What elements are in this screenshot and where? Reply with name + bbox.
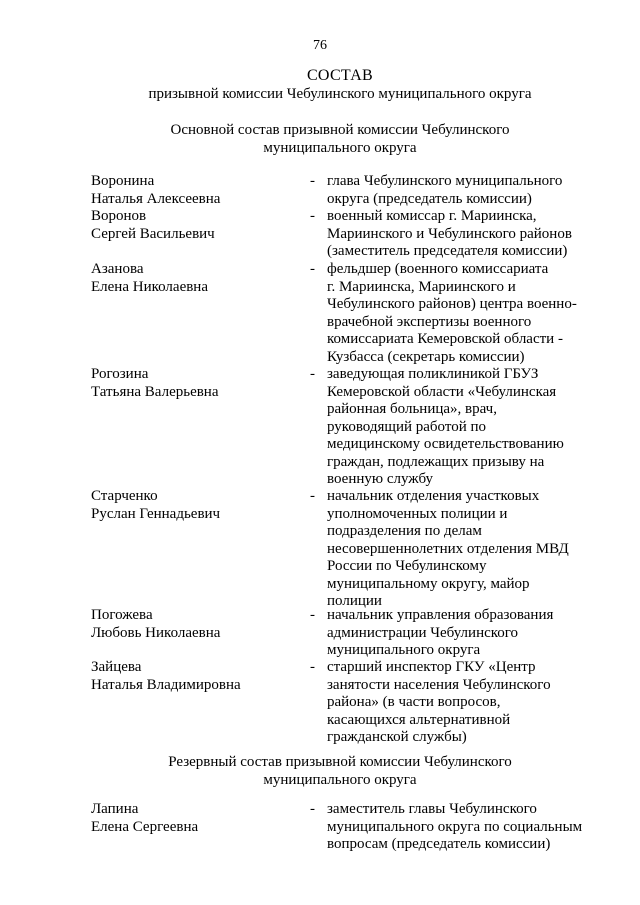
role-line: военную службу (327, 471, 434, 487)
document-title: СОСТАВ (306, 67, 374, 84)
heading-line: Основной состав призывной комиссии Чебулинского (170, 122, 510, 138)
role-line: России по Чебулинскому (327, 558, 487, 574)
main-section-heading (0, 121, 640, 157)
role-line: военный комиссар г. Мариинска, (327, 208, 537, 224)
dash-separator: - (310, 607, 315, 623)
role-line: муниципального округа (327, 642, 481, 658)
member-given-name: Сергей Васильевич (91, 225, 215, 242)
role-line: фельдшер (военного комиссариата (327, 261, 549, 277)
role-line: районная больница», врач, (327, 401, 497, 417)
member-name (91, 659, 301, 694)
page-number: 76 (313, 38, 327, 53)
role-line: Чебулинского районов) центра военно- (327, 296, 577, 312)
role-line: глава Чебулинского муниципального (327, 173, 563, 189)
role-line: касающихся альтернативной (327, 711, 511, 728)
member-role (327, 488, 597, 611)
member-surname: Лапина (91, 801, 139, 817)
member-surname: Рогозина (91, 366, 149, 382)
member-name (91, 208, 301, 243)
role-line: муниципальному округу, майор (327, 575, 530, 592)
role-line: несовершеннолетних отделения МВД (327, 540, 569, 557)
role-line: полиции (327, 593, 382, 609)
member-role (327, 208, 597, 261)
member-given-name: Наталья Алексеевна (91, 190, 221, 207)
role-line: подразделения по делам (327, 523, 482, 539)
member-name (91, 173, 301, 208)
dash-separator: - (310, 173, 315, 189)
role-line: заведующая поликлиникой ГБУЗ (327, 366, 539, 382)
role-line: Мариинского и Чебулинского районов (327, 225, 572, 242)
role-line: Кемеровской области «Чебулинская (327, 383, 557, 400)
member-name (91, 261, 301, 296)
role-line: (заместитель председателя комиссии) (327, 243, 568, 259)
role-line: руководящий работой по (327, 418, 487, 435)
role-line: врачебной экспертизы военного (327, 313, 532, 330)
role-line: граждан, подлежащих призыву на (327, 453, 545, 470)
dash-separator: - (310, 659, 315, 675)
role-line: муниципального округа по социальным (327, 818, 583, 835)
role-line: Кузбасса (секретарь комиссии) (327, 348, 525, 365)
dash-separator: - (310, 801, 315, 817)
reserve-section-heading (0, 753, 640, 789)
role-line: заместитель главы Чебулинского (327, 801, 537, 817)
dash-separator: - (310, 261, 315, 277)
role-line: начальник отделения участковых (327, 488, 540, 504)
role-line: начальник управления образования (327, 607, 554, 623)
member-given-name: Елена Николаевна (91, 278, 208, 295)
dash-separator: - (310, 366, 315, 382)
role-line: г. Мариинска, Мариинского и (327, 278, 516, 295)
member-role (327, 366, 597, 489)
heading-line: Резервный состав призывной комиссии Чебулинского (168, 754, 512, 770)
member-given-name: Руслан Геннадьевич (91, 505, 221, 522)
member-name (91, 488, 301, 523)
member-role (327, 173, 597, 208)
member-surname: Воронина (91, 173, 155, 189)
role-line: старший инспектор ГКУ «Центр (327, 659, 536, 675)
member-surname: Азанова (91, 261, 144, 277)
role-line: гражданской службы) (327, 729, 467, 745)
member-role (327, 261, 597, 366)
member-surname: Зайцева (91, 659, 142, 675)
dash-separator: - (310, 488, 315, 504)
member-surname: Старченко (91, 488, 158, 504)
member-role (327, 801, 597, 854)
role-line: уполномоченных полиции и (327, 505, 508, 522)
member-given-name: Любовь Николаевна (91, 624, 221, 641)
member-given-name: Елена Сергеевна (91, 818, 199, 835)
role-line: занятости населения Чебулинского (327, 676, 551, 693)
member-name (91, 366, 301, 401)
heading-line: муниципального округа (263, 772, 417, 788)
member-surname: Погожева (91, 607, 153, 623)
member-role (327, 659, 597, 747)
role-line: администрации Чебулинского (327, 624, 519, 641)
member-name (91, 607, 301, 642)
role-line: вопросам (председатель комиссии) (327, 836, 551, 852)
member-role (327, 607, 597, 660)
role-line: комиссариата Кемеровской области - (327, 331, 563, 347)
document-subtitle: призывной комиссии Чебулинского муниципального округа (148, 86, 532, 102)
heading-line: муниципального округа (263, 140, 417, 156)
role-line: района» (в части вопросов, (327, 694, 501, 710)
role-line: медицинскому освидетельствованию (327, 436, 564, 452)
member-name (91, 801, 301, 836)
role-line: округа (председатель комиссии) (327, 190, 532, 207)
dash-separator: - (310, 208, 315, 224)
member-given-name: Татьяна Валерьевна (91, 383, 219, 400)
member-surname: Воронов (91, 208, 147, 224)
member-given-name: Наталья Владимировна (91, 676, 241, 693)
